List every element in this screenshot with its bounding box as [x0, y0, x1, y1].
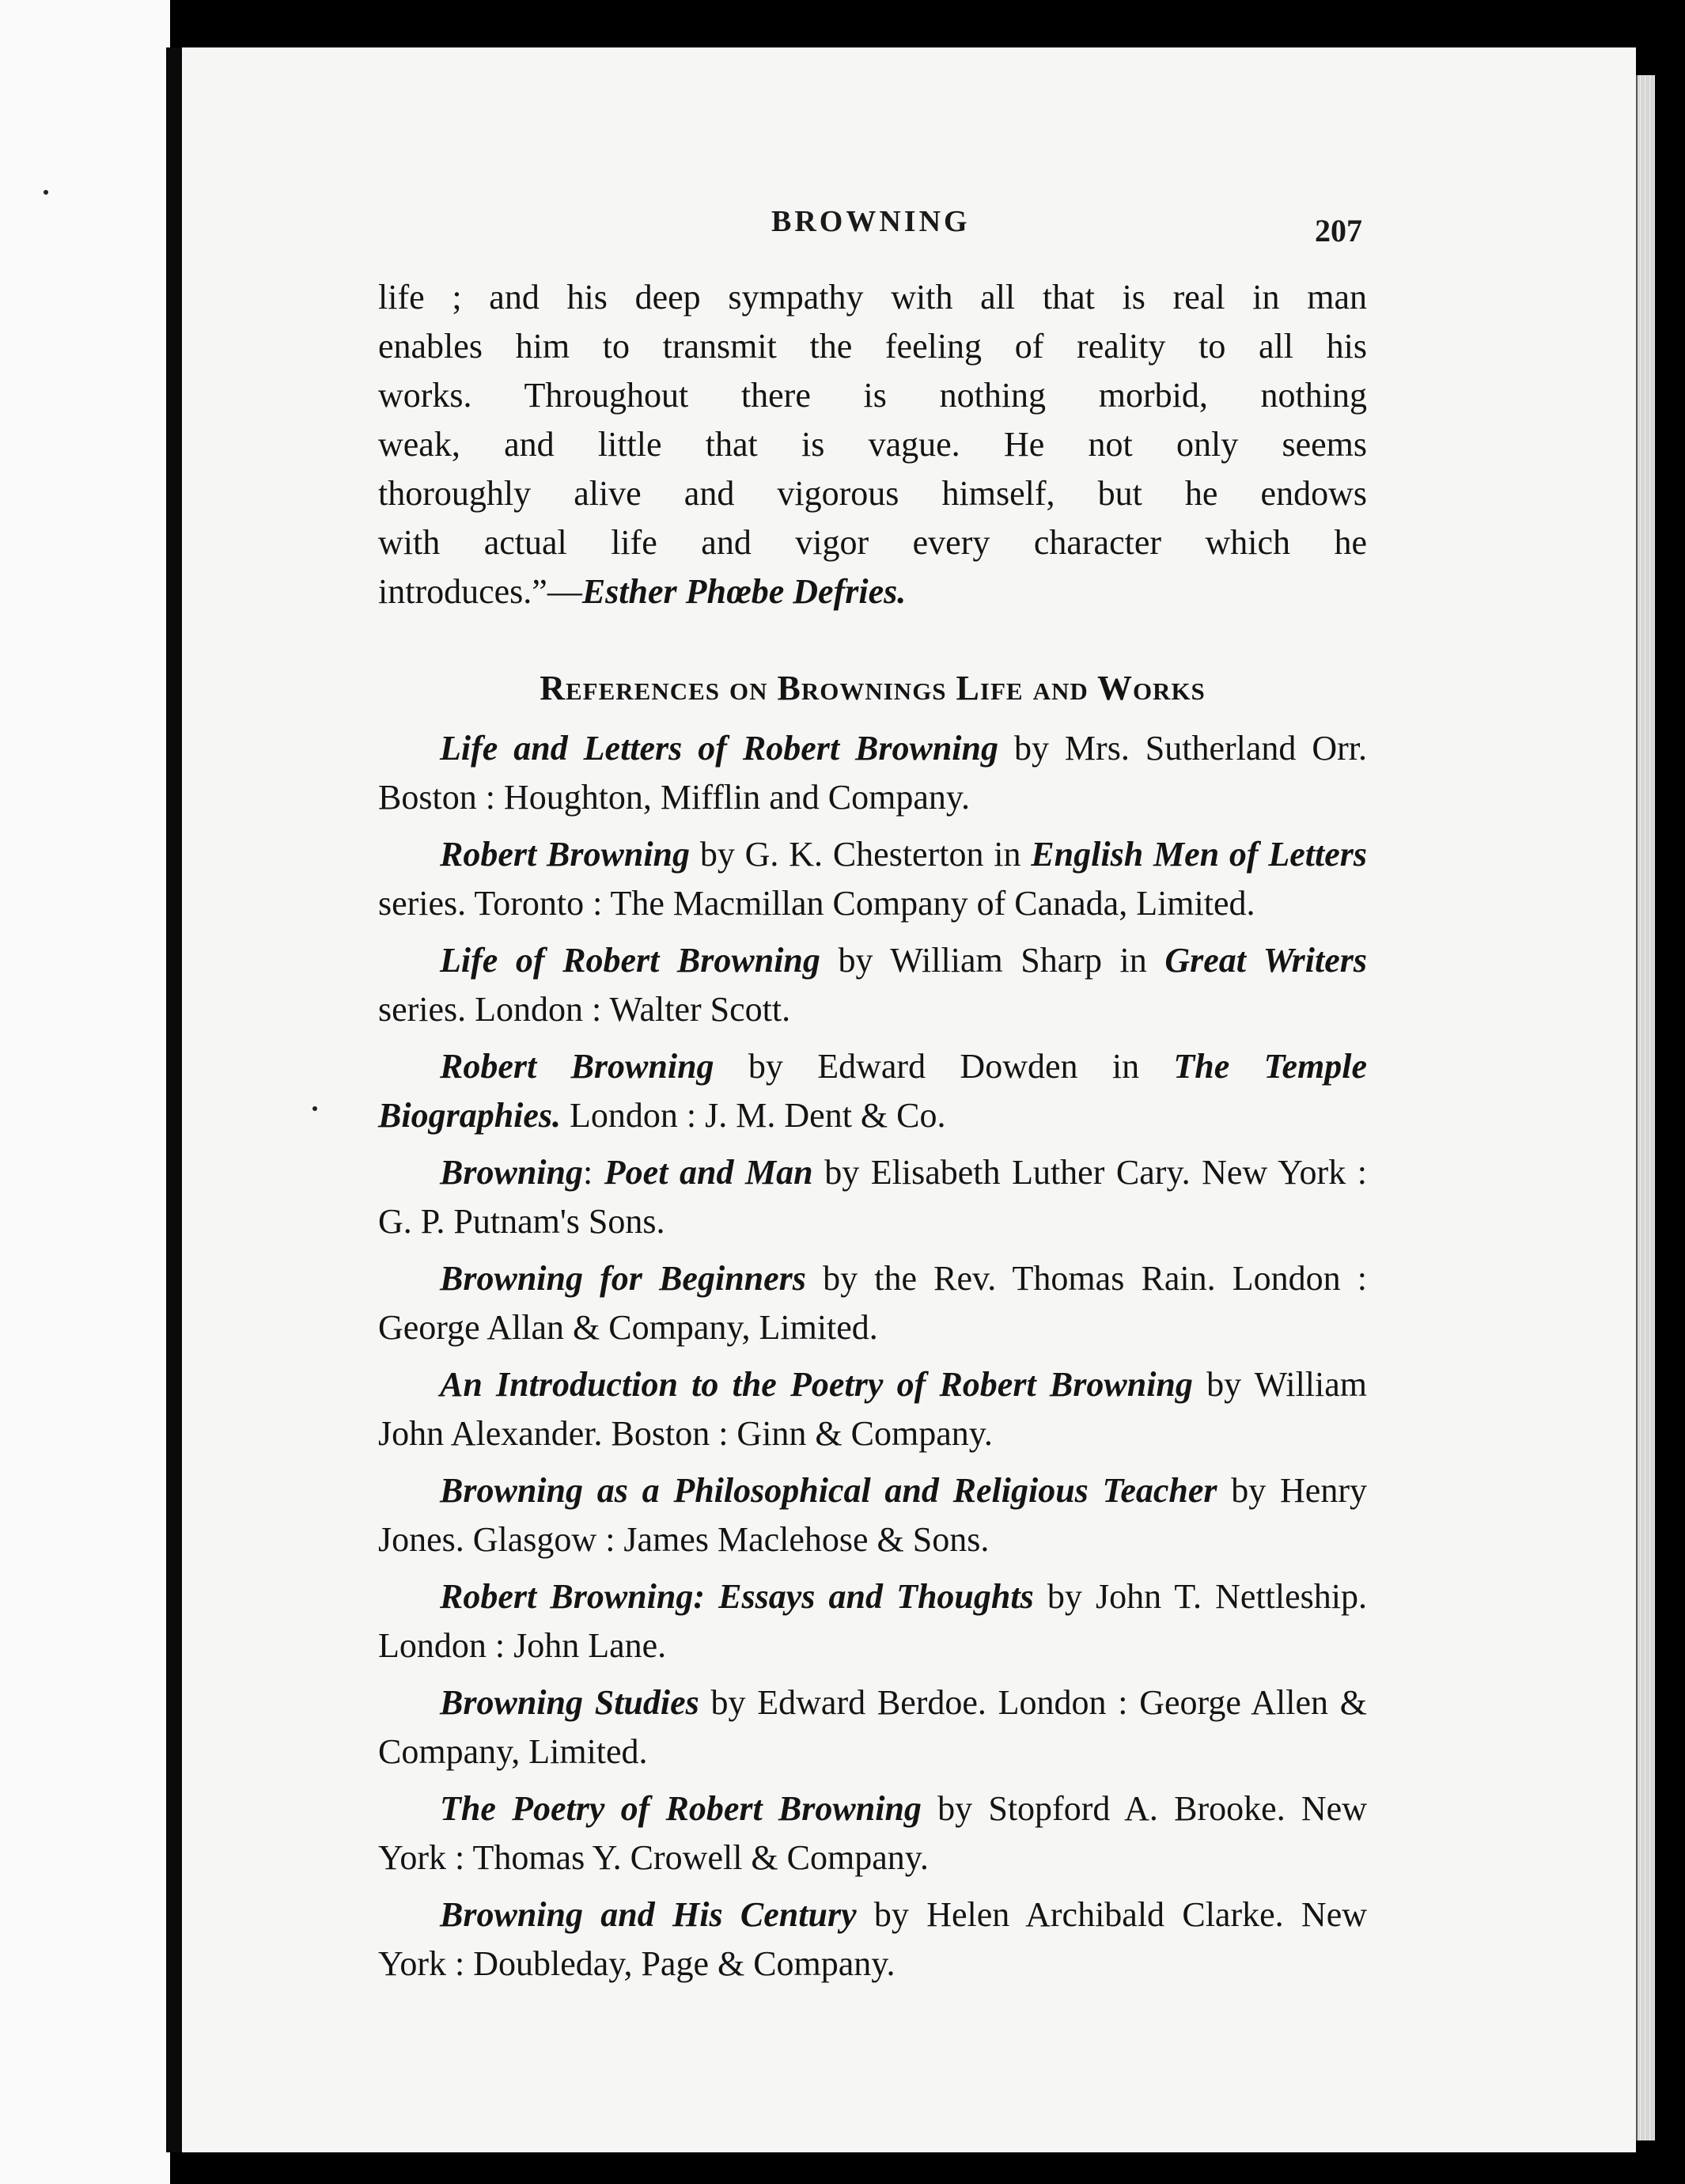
book-binding-gutter [166, 47, 182, 2152]
reference-entry [378, 724, 1367, 822]
left-page-margin [0, 0, 170, 2184]
reference-entry [378, 1042, 1367, 1140]
quote-line: weak, and little that is vague. He not only seems [378, 425, 1367, 464]
reference-publisher: series. Toronto : The Macmillan Company of Canada, Limited. [378, 884, 1255, 923]
quote-closing-text: introduces.”— [378, 572, 582, 611]
reference-entry [378, 1148, 1367, 1246]
reference-title: Browning for Beginners [440, 1259, 806, 1298]
reference-details: by William Sharp in [820, 941, 1165, 980]
reference-details: by Henry Jones. Glasgow : James Maclehose & Sons. [378, 1471, 1367, 1559]
reference-publisher: by Elisabeth Luther Cary. New York : G. P. Putnam's Sons. [378, 1153, 1367, 1241]
reference-title: Robert Browning [440, 835, 691, 874]
reference-entry [378, 1572, 1367, 1670]
reference-entry [378, 1890, 1367, 1989]
reference-title: Browning and His Century [440, 1895, 857, 1934]
reference-details: by William John Alexander. Boston : Ginn & Company. [378, 1365, 1367, 1453]
reference-details: by Helen Archibald Clarke. New York : Doubleday, Page & Company. [378, 1895, 1367, 1983]
speck [312, 1106, 317, 1111]
quote-block [378, 273, 1367, 616]
reference-series: Poet and Man [604, 1153, 813, 1192]
reference-details: by Edward Berdoe. London : George Allen & Company, Limited. [378, 1683, 1367, 1771]
quote-attribution: Esther Phœbe Defries. [581, 572, 907, 611]
speck [44, 190, 48, 195]
reference-details: by Mrs. Sutherland Orr. Boston : Houghton, Mifflin and Company. [378, 729, 1368, 817]
running-head: BROWNING [771, 205, 971, 238]
reference-title: The Poetry of Robert Browning [440, 1789, 922, 1828]
reference-title: Life of Robert Browning [440, 941, 820, 980]
reference-title: Life and Letters of Robert Browning [440, 729, 999, 768]
quote-line: with actual life and vigor every character which he [378, 523, 1367, 562]
reference-entry [378, 1254, 1367, 1352]
quote-line: life ; and his deep sympathy with all that is real in man [378, 278, 1367, 317]
quote-line: enables him to transmit the feeling of reality to all his [378, 327, 1367, 366]
section-heading: References on Brownings Life and Works [540, 669, 1206, 707]
reference-publisher: London : J. M. Dent & Co. [561, 1096, 946, 1135]
reference-list [378, 724, 1367, 1989]
quote-line: works. Throughout there is nothing morbid, nothing [378, 376, 1367, 415]
reference-series: Great Writers [1164, 941, 1367, 980]
reference-entry [378, 1678, 1367, 1776]
page-edge [1636, 75, 1655, 2140]
reference-title: Browning as a Philosophical and Religious Teacher [440, 1471, 1217, 1510]
reference-details: by Edward Dowden in [714, 1047, 1174, 1086]
quote-last-line [378, 567, 1367, 616]
reference-title: Browning [440, 1153, 583, 1192]
reference-entry [378, 936, 1367, 1034]
reference-entry [378, 1466, 1367, 1564]
reference-title: An Introduction to the Poetry of Robert Browning [440, 1365, 1193, 1404]
reference-details: : [582, 1153, 604, 1192]
reference-title: Browning Studies [440, 1683, 699, 1722]
reference-publisher: series. London : Walter Scott. [378, 990, 791, 1029]
reference-series: English Men of Letters [1031, 835, 1367, 874]
reference-title: Robert Browning: Essays and Thoughts [440, 1577, 1034, 1616]
reference-details: by G. K. Chesterton in [690, 835, 1032, 874]
reference-details: by the Rev. Thomas Rain. London : George Allan & Company, Limited. [378, 1259, 1368, 1347]
page-number: 207 [1315, 213, 1362, 248]
reference-details: by Stopford A. Brooke. New York : Thomas Y. Crowell & Company. [378, 1789, 1367, 1877]
reference-entry [378, 1360, 1367, 1458]
page-body [378, 273, 1367, 1996]
reference-series: The Temple Biographies. [378, 1047, 1367, 1135]
reference-entry [378, 1784, 1367, 1883]
reference-title: Robert Browning [440, 1047, 714, 1086]
reference-entry [378, 830, 1367, 928]
reference-details: by John T. Nettleship. London : John Lane. [378, 1577, 1368, 1665]
quote-line: thoroughly alive and vigorous himself, but he endows [378, 474, 1367, 513]
